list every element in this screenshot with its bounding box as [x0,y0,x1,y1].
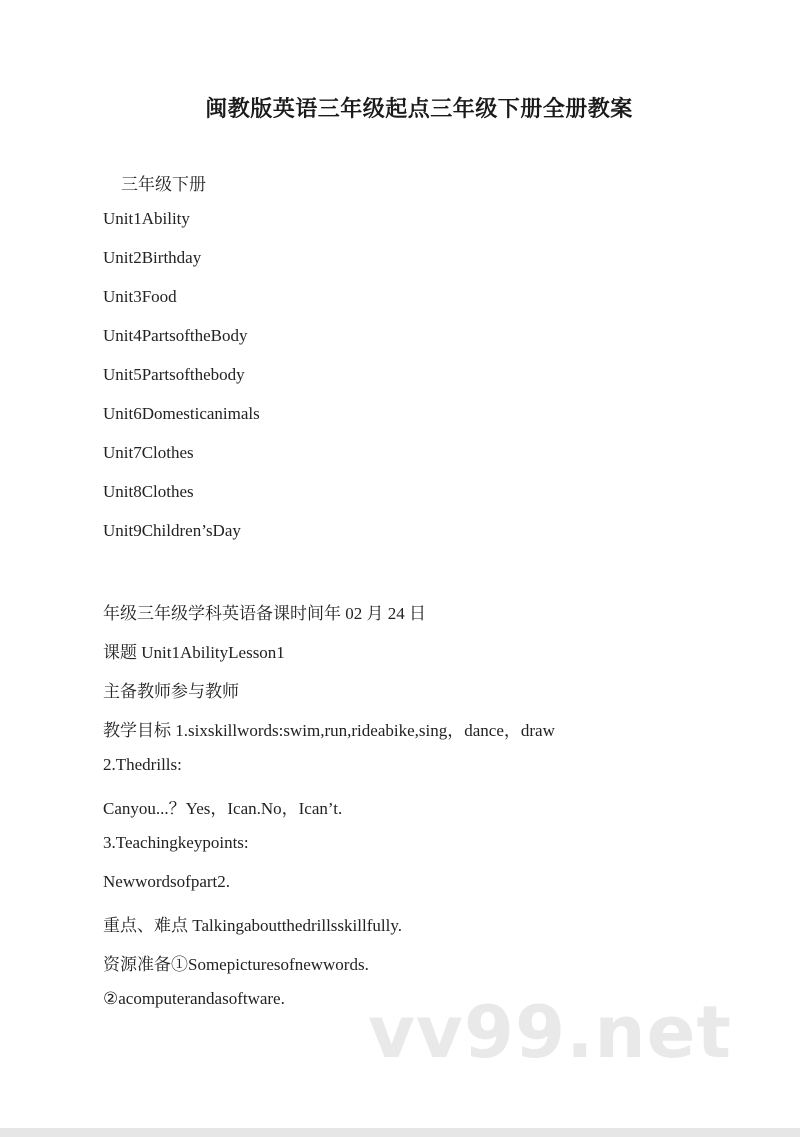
lesson-line: Canyou...？Yes，Ican.No，Ican’t. [103,799,343,818]
watermark: vv99.net [368,990,732,1074]
lesson-topic-line: 课题 Unit1AbilityLesson1 [103,643,285,662]
unit-item: Unit4PartsoftheBody [103,326,248,345]
unit-item: Unit7Clothes [103,443,194,462]
lesson-resource-line: ②acomputerandasoftware. [103,989,285,1008]
page-bottom-edge [0,1128,800,1137]
unit-item: Unit9Children’sDay [103,521,241,540]
unit-item: Unit1Ability [103,209,190,228]
unit-item: Unit5Partsofthebody [103,365,245,384]
lesson-info-line: 年级三年级学科英语备课时间年 02 月 24 日 [103,604,426,623]
lesson-keypoint-line: 重点、难点 Talkingaboutthedrillsskillfully. [103,916,402,935]
lesson-line: 2.Thedrills: [103,755,182,774]
lesson-objective-line: 教学目标 1.sixskillwords:swim,run,rideabike,sing，dance，draw [103,721,555,740]
unit-item: Unit2Birthday [103,248,202,267]
unit-item: Unit6Domesticanimals [103,404,260,423]
lesson-resource-line: 资源准备①Somepicturesofnewwords. [103,955,369,974]
toc-heading: 三年级下册 [121,175,206,194]
lesson-teacher-line: 主备教师参与教师 [103,682,239,701]
document-title: 闽教版英语三年级起点三年级下册全册教案 [205,97,633,122]
lesson-line: Newwordsofpart2. [103,872,230,891]
lesson-line: 3.Teachingkeypoints: [103,833,249,852]
unit-item: Unit8Clothes [103,482,194,501]
unit-item: Unit3Food [103,287,177,306]
